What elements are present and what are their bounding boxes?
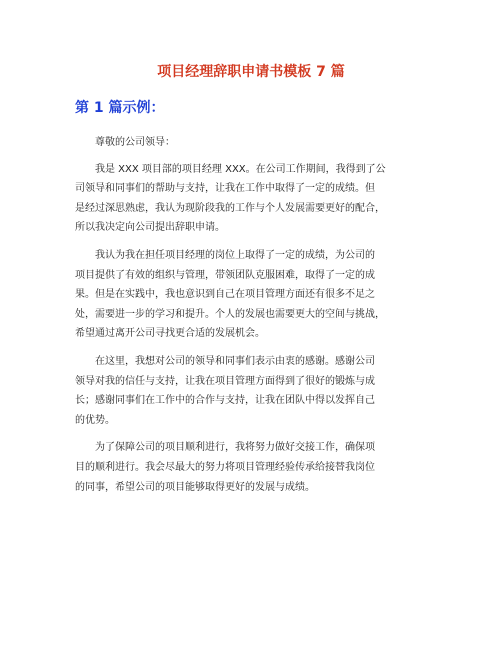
paragraph-line: 希望通过离开公司寻找更合适的发展机会。 — [75, 328, 265, 340]
paragraph-line: 所以我决定向公司提出辞职申请。 — [75, 222, 225, 234]
paragraph-line: 司领导和同事们的帮助与支持，让我在工作中取得了一定的成绩。但 — [75, 183, 375, 195]
paragraph-1 — [75, 160, 430, 238]
letter-body — [75, 133, 430, 505]
paragraph-line: 的优势。 — [75, 414, 115, 426]
paragraph-line: 我认为我在担任项目经理的岗位上取得了一定的成绩，为公司的 — [95, 249, 375, 261]
paragraph-line: 为了保障公司的项目顺利进行，我将努力做好交接工作，确保项 — [95, 442, 375, 454]
paragraph-3 — [75, 352, 430, 430]
paragraph-line: 果。但是在实践中，我也意识到自己在项目管理方面还有很多不足之 — [75, 289, 375, 301]
document-title: 项目经理辞职申请书模板 7 篇 — [157, 64, 345, 80]
paragraph-4 — [75, 438, 430, 497]
paragraph-2 — [75, 246, 430, 344]
paragraph-line: 在这里，我想对公司的领导和同事们表示由衷的感谢。感谢公司 — [95, 355, 375, 367]
paragraph-line: 领导对我的信任与支持，让我在项目管理方面得到了很好的锻炼与成 — [75, 375, 375, 387]
paragraph-line: 是经过深思熟虑，我认为现阶段我的工作与个人发展需要更好的配合， — [75, 202, 385, 214]
paragraph-line: 项目提供了有效的组织与管理，带领团队克服困难，取得了一定的成 — [75, 269, 375, 281]
section-heading: 第 1 篇示例： — [75, 100, 165, 116]
paragraph-line: 处，需要进一步的学习和提升。个人的发展也需要更大的空间与挑战， — [75, 308, 385, 320]
paragraph-line: 目的顺利进行。我会尽最大的努力将项目管理经验传承给接替我岗位 — [75, 461, 375, 473]
paragraph-line: 的同事，希望公司的项目能够取得更好的发展与成绩。 — [75, 481, 315, 493]
greeting: 尊敬的公司领导： — [95, 137, 175, 148]
paragraph-line: 我是 XXX 项目部的项目经理 XXX。在公司工作期间，我得到了公 — [95, 163, 386, 175]
paragraph-line: 长；感谢同事们在工作中的合作与支持，让我在团队中得以发挥自己 — [75, 395, 375, 407]
